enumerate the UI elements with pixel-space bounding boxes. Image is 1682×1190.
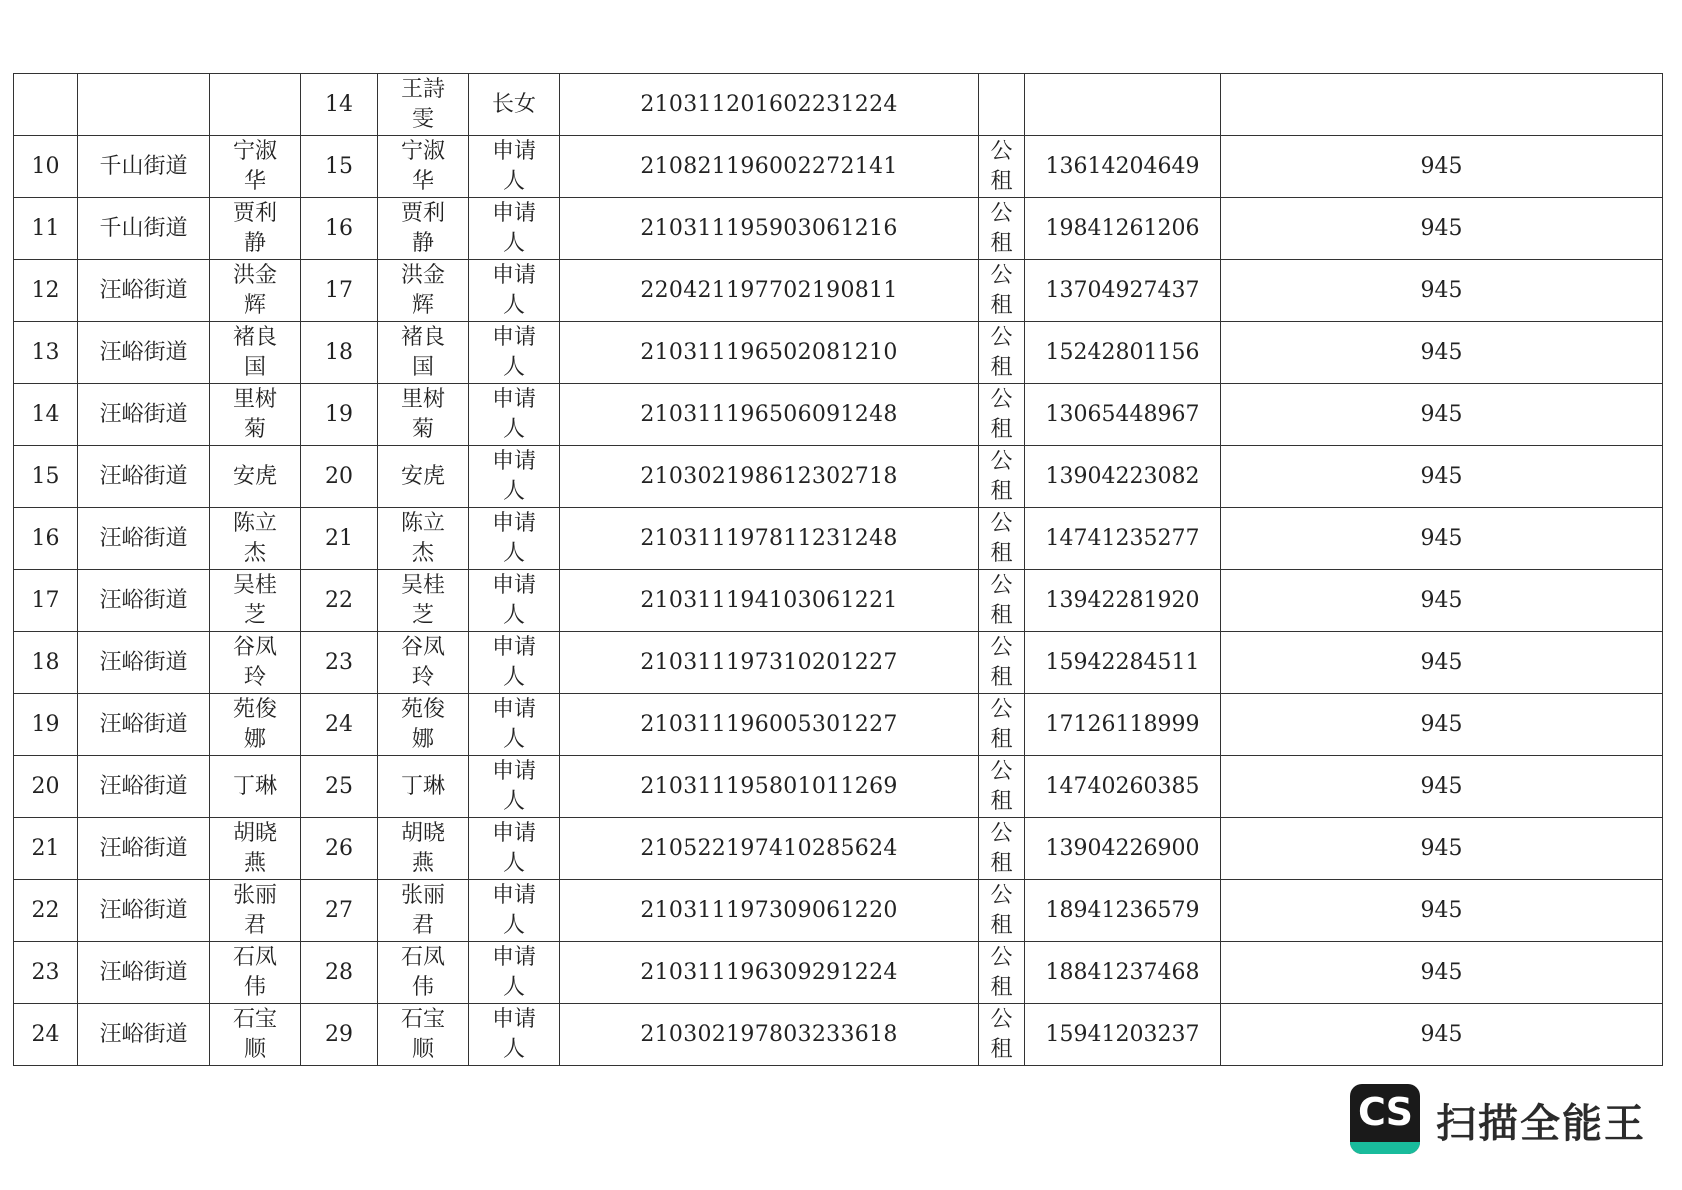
cell-amount: 945 bbox=[1221, 694, 1663, 756]
table-row bbox=[14, 74, 1663, 136]
cell-member-number: 16 bbox=[301, 198, 378, 260]
cell-street: 汪峪街道 bbox=[78, 942, 210, 1004]
cell-row-number: 11 bbox=[14, 198, 78, 260]
cell-applicant-name: 胡晓燕 bbox=[210, 818, 301, 880]
cell-id-number: 210311194103061221 bbox=[560, 570, 979, 632]
cell-amount: 945 bbox=[1221, 756, 1663, 818]
cell-row-number: 10 bbox=[14, 136, 78, 198]
cell-rent-type: 公租 bbox=[979, 198, 1025, 260]
cell-street: 汪峪街道 bbox=[78, 756, 210, 818]
cell-street: 汪峪街道 bbox=[78, 570, 210, 632]
cell-relation: 申请人 bbox=[469, 570, 560, 632]
cell-rent-type: 公租 bbox=[979, 880, 1025, 942]
table-row bbox=[14, 384, 1663, 446]
cell-member-number: 20 bbox=[301, 446, 378, 508]
cell-applicant-name: 谷凤玲 bbox=[210, 632, 301, 694]
cell-street bbox=[78, 74, 210, 136]
cell-relation: 申请人 bbox=[469, 818, 560, 880]
cell-phone: 15941203237 bbox=[1025, 1004, 1221, 1066]
cell-applicant-name: 贾利静 bbox=[210, 198, 301, 260]
cell-applicant-name: 陈立杰 bbox=[210, 508, 301, 570]
cell-applicant-name: 石宝顺 bbox=[210, 1004, 301, 1066]
cell-street: 千山街道 bbox=[78, 136, 210, 198]
cell-row-number: 20 bbox=[14, 756, 78, 818]
cell-phone: 15942284511 bbox=[1025, 632, 1221, 694]
cell-id-number: 210311197309061220 bbox=[560, 880, 979, 942]
cell-member-name: 石宝顺 bbox=[378, 1004, 469, 1066]
cell-phone: 17126118999 bbox=[1025, 694, 1221, 756]
cell-id-number: 210522197410285624 bbox=[560, 818, 979, 880]
cell-member-name: 陈立杰 bbox=[378, 508, 469, 570]
cell-member-number: 18 bbox=[301, 322, 378, 384]
cell-member-name: 谷凤玲 bbox=[378, 632, 469, 694]
cell-row-number: 19 bbox=[14, 694, 78, 756]
cell-rent-type: 公租 bbox=[979, 260, 1025, 322]
cell-amount: 945 bbox=[1221, 1004, 1663, 1066]
cell-phone: 13614204649 bbox=[1025, 136, 1221, 198]
cell-relation: 申请人 bbox=[469, 1004, 560, 1066]
cell-street: 汪峪街道 bbox=[78, 508, 210, 570]
cell-row-number bbox=[14, 74, 78, 136]
cell-rent-type: 公租 bbox=[979, 446, 1025, 508]
table-row bbox=[14, 1004, 1663, 1066]
cell-applicant-name: 张丽君 bbox=[210, 880, 301, 942]
cell-member-number: 15 bbox=[301, 136, 378, 198]
cell-id-number: 210302197803233618 bbox=[560, 1004, 979, 1066]
cell-id-number: 210311196502081210 bbox=[560, 322, 979, 384]
cell-member-name: 宁淑华 bbox=[378, 136, 469, 198]
cell-rent-type: 公租 bbox=[979, 136, 1025, 198]
cell-phone: 13704927437 bbox=[1025, 260, 1221, 322]
camscanner-logo-icon bbox=[1350, 1084, 1420, 1154]
cell-id-number: 220421197702190811 bbox=[560, 260, 979, 322]
cell-rent-type: 公租 bbox=[979, 694, 1025, 756]
cell-rent-type: 公租 bbox=[979, 632, 1025, 694]
cell-member-name: 褚良国 bbox=[378, 322, 469, 384]
cell-row-number: 12 bbox=[14, 260, 78, 322]
cell-relation: 申请人 bbox=[469, 260, 560, 322]
cell-amount: 945 bbox=[1221, 632, 1663, 694]
cell-row-number: 22 bbox=[14, 880, 78, 942]
cell-member-name: 安虎 bbox=[378, 446, 469, 508]
cell-member-name: 贾利静 bbox=[378, 198, 469, 260]
cell-amount: 945 bbox=[1221, 136, 1663, 198]
cell-rent-type: 公租 bbox=[979, 942, 1025, 1004]
logo-stripe bbox=[1350, 1142, 1420, 1154]
cell-applicant-name: 洪金辉 bbox=[210, 260, 301, 322]
cell-relation: 申请人 bbox=[469, 446, 560, 508]
cell-applicant-name bbox=[210, 74, 301, 136]
cell-row-number: 14 bbox=[14, 384, 78, 446]
cell-member-number: 27 bbox=[301, 880, 378, 942]
cell-amount: 945 bbox=[1221, 818, 1663, 880]
table-row bbox=[14, 942, 1663, 1004]
cell-id-number: 210821196002272141 bbox=[560, 136, 979, 198]
cell-amount: 945 bbox=[1221, 942, 1663, 1004]
cell-id-number: 210311201602231224 bbox=[560, 74, 979, 136]
cell-applicant-name: 石凤伟 bbox=[210, 942, 301, 1004]
cell-phone: 14740260385 bbox=[1025, 756, 1221, 818]
cell-street: 汪峪街道 bbox=[78, 260, 210, 322]
cell-street: 汪峪街道 bbox=[78, 1004, 210, 1066]
table-row bbox=[14, 694, 1663, 756]
cell-id-number: 210311197811231248 bbox=[560, 508, 979, 570]
cell-phone: 13942281920 bbox=[1025, 570, 1221, 632]
cell-street: 汪峪街道 bbox=[78, 384, 210, 446]
table-row bbox=[14, 136, 1663, 198]
table-row bbox=[14, 508, 1663, 570]
cell-member-number: 29 bbox=[301, 1004, 378, 1066]
cell-relation: 申请人 bbox=[469, 694, 560, 756]
cell-row-number: 21 bbox=[14, 818, 78, 880]
cell-street: 汪峪街道 bbox=[78, 880, 210, 942]
cell-relation: 申请人 bbox=[469, 880, 560, 942]
cell-amount: 945 bbox=[1221, 880, 1663, 942]
cell-member-number: 21 bbox=[301, 508, 378, 570]
cell-rent-type: 公租 bbox=[979, 384, 1025, 446]
cell-member-number: 26 bbox=[301, 818, 378, 880]
household-table bbox=[13, 73, 1663, 1066]
cell-relation: 长女 bbox=[469, 74, 560, 136]
cell-id-number: 210311195903061216 bbox=[560, 198, 979, 260]
cell-member-number: 19 bbox=[301, 384, 378, 446]
cell-rent-type: 公租 bbox=[979, 570, 1025, 632]
cell-rent-type: 公租 bbox=[979, 1004, 1025, 1066]
cell-applicant-name: 丁琳 bbox=[210, 756, 301, 818]
cell-relation: 申请人 bbox=[469, 384, 560, 446]
cell-relation: 申请人 bbox=[469, 756, 560, 818]
watermark-app-name: 扫描全能王 bbox=[1436, 1101, 1646, 1147]
cell-phone: 15242801156 bbox=[1025, 322, 1221, 384]
cell-street: 汪峪街道 bbox=[78, 446, 210, 508]
table-row bbox=[14, 818, 1663, 880]
logo-text: CS bbox=[1358, 1090, 1412, 1134]
cell-amount: 945 bbox=[1221, 198, 1663, 260]
cell-street: 汪峪街道 bbox=[78, 632, 210, 694]
cell-rent-type: 公租 bbox=[979, 508, 1025, 570]
table-row bbox=[14, 322, 1663, 384]
cell-member-name: 丁琳 bbox=[378, 756, 469, 818]
cell-row-number: 17 bbox=[14, 570, 78, 632]
cell-phone: 18941236579 bbox=[1025, 880, 1221, 942]
cell-applicant-name: 宁淑华 bbox=[210, 136, 301, 198]
cell-amount: 945 bbox=[1221, 260, 1663, 322]
cell-applicant-name: 吴桂芝 bbox=[210, 570, 301, 632]
cell-phone: 14741235277 bbox=[1025, 508, 1221, 570]
cell-member-number: 22 bbox=[301, 570, 378, 632]
cell-member-number: 24 bbox=[301, 694, 378, 756]
cell-member-name: 王詩雯 bbox=[378, 74, 469, 136]
cell-member-number: 17 bbox=[301, 260, 378, 322]
table-row bbox=[14, 260, 1663, 322]
cell-applicant-name: 苑俊娜 bbox=[210, 694, 301, 756]
cell-street: 汪峪街道 bbox=[78, 818, 210, 880]
cell-id-number: 210311196506091248 bbox=[560, 384, 979, 446]
cell-id-number: 210311196005301227 bbox=[560, 694, 979, 756]
cell-phone: 13904223082 bbox=[1025, 446, 1221, 508]
cell-applicant-name: 安虎 bbox=[210, 446, 301, 508]
cell-id-number: 210311195801011269 bbox=[560, 756, 979, 818]
cell-member-name: 胡晓燕 bbox=[378, 818, 469, 880]
cell-member-name: 洪金辉 bbox=[378, 260, 469, 322]
cell-street: 千山街道 bbox=[78, 198, 210, 260]
cell-amount: 945 bbox=[1221, 384, 1663, 446]
cell-member-number: 23 bbox=[301, 632, 378, 694]
cell-amount: 945 bbox=[1221, 446, 1663, 508]
cell-phone: 19841261206 bbox=[1025, 198, 1221, 260]
cell-relation: 申请人 bbox=[469, 508, 560, 570]
cell-rent-type: 公租 bbox=[979, 322, 1025, 384]
cell-member-name: 张丽君 bbox=[378, 880, 469, 942]
table-row bbox=[14, 756, 1663, 818]
cell-phone: 18841237468 bbox=[1025, 942, 1221, 1004]
cell-member-name: 石凤伟 bbox=[378, 942, 469, 1004]
cell-amount: 945 bbox=[1221, 508, 1663, 570]
cell-rent-type: 公租 bbox=[979, 756, 1025, 818]
cell-id-number: 210311197310201227 bbox=[560, 632, 979, 694]
cell-row-number: 13 bbox=[14, 322, 78, 384]
cell-member-number: 14 bbox=[301, 74, 378, 136]
cell-amount bbox=[1221, 74, 1663, 136]
camscanner-watermark bbox=[1350, 1084, 1650, 1154]
cell-phone bbox=[1025, 74, 1221, 136]
cell-amount: 945 bbox=[1221, 322, 1663, 384]
cell-relation: 申请人 bbox=[469, 942, 560, 1004]
cell-member-name: 里树菊 bbox=[378, 384, 469, 446]
cell-member-name: 吴桂芝 bbox=[378, 570, 469, 632]
cell-phone: 13065448967 bbox=[1025, 384, 1221, 446]
cell-member-name: 苑俊娜 bbox=[378, 694, 469, 756]
cell-row-number: 23 bbox=[14, 942, 78, 1004]
table-body bbox=[14, 74, 1663, 1066]
table-row bbox=[14, 198, 1663, 260]
table-row bbox=[14, 446, 1663, 508]
cell-street: 汪峪街道 bbox=[78, 694, 210, 756]
table-row bbox=[14, 880, 1663, 942]
table-row bbox=[14, 632, 1663, 694]
table-row bbox=[14, 570, 1663, 632]
cell-row-number: 24 bbox=[14, 1004, 78, 1066]
cell-relation: 申请人 bbox=[469, 136, 560, 198]
cell-rent-type: 公租 bbox=[979, 818, 1025, 880]
cell-member-number: 25 bbox=[301, 756, 378, 818]
cell-applicant-name: 褚良国 bbox=[210, 322, 301, 384]
cell-amount: 945 bbox=[1221, 570, 1663, 632]
cell-row-number: 16 bbox=[14, 508, 78, 570]
cell-relation: 申请人 bbox=[469, 198, 560, 260]
cell-relation: 申请人 bbox=[469, 322, 560, 384]
cell-row-number: 18 bbox=[14, 632, 78, 694]
cell-applicant-name: 里树菊 bbox=[210, 384, 301, 446]
cell-rent-type bbox=[979, 74, 1025, 136]
cell-id-number: 210302198612302718 bbox=[560, 446, 979, 508]
cell-member-number: 28 bbox=[301, 942, 378, 1004]
cell-street: 汪峪街道 bbox=[78, 322, 210, 384]
cell-relation: 申请人 bbox=[469, 632, 560, 694]
cell-id-number: 210311196309291224 bbox=[560, 942, 979, 1004]
cell-phone: 13904226900 bbox=[1025, 818, 1221, 880]
cell-row-number: 15 bbox=[14, 446, 78, 508]
